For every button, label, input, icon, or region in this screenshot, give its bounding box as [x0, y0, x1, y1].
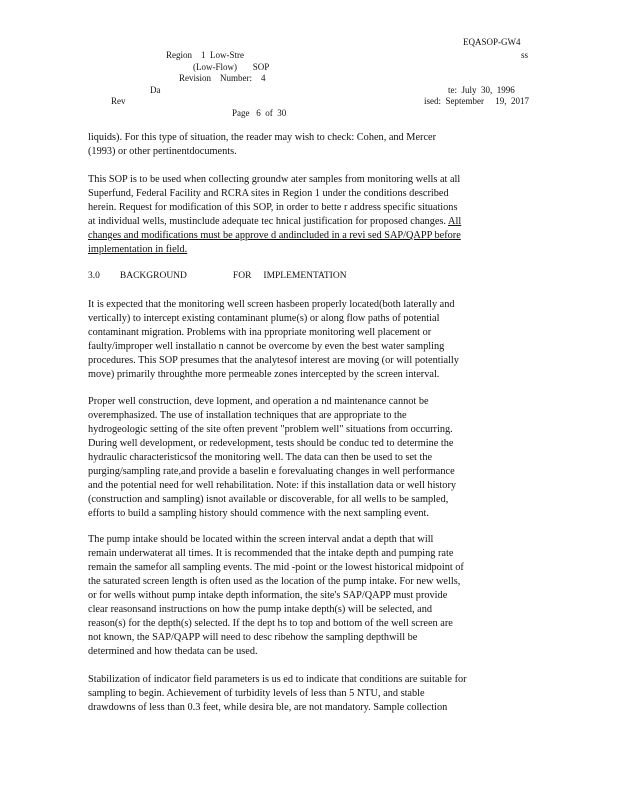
header-lowflow: (Low-Flow) SOP [193, 62, 270, 72]
header-date-right: te: July 30, 1996 [448, 85, 515, 95]
text-line: reason(s) for the depth(s) selected. If the dept hs to top and bottom of the well screen are [88, 618, 453, 629]
text-line: Superfund, Federal Facility and RCRA sites in Region 1 under the conditions described [88, 188, 449, 199]
text-line: contaminant migration. Problems with ina ppropriate monitoring well placement or [88, 327, 432, 338]
text-line: or for wells without pump intake depth information, the site's SAP/QAPP must provide [88, 590, 448, 601]
header-rev-right: ised: September 19, 2017 [424, 96, 529, 106]
text-line: the saturated screen length is often used as the location of the pump intake. For new wells, [88, 576, 461, 587]
text-line: hydraulic characteristicsof the monitoring well. The data can then be used to set the [88, 452, 433, 463]
underlined-text: All [448, 216, 462, 227]
text-line: herein. Request for modification of this SOP, in order to bette r address specific situations [88, 202, 458, 213]
paragraph-well-construction [88, 395, 528, 521]
header-date-left: Da [150, 85, 161, 95]
text-line: drawdowns of less than 0.3 feet, while desira ble, are not mandatory. Sample collection [88, 702, 448, 713]
text-line: overemphasized. The use of installation techniques that are appropriate to the [88, 410, 407, 421]
section-heading: 3.0 BACKGROUND FOR IMPLEMENTATION [88, 271, 347, 281]
text-line: procedures. This SOP presumes that the analytesof interest are moving (or will potentially [88, 355, 459, 366]
text-line: hydrogeologic setting of the site often prevent "problem well" situations from occurring. [88, 424, 453, 435]
page-number: Page 6 of 30 [232, 108, 287, 118]
paragraph-pump-intake [88, 533, 528, 659]
text-line: Proper well construction, deve lopment, and operation a nd maintenance cannot be [88, 396, 429, 407]
text-line: The pump intake should be located within the screen interval andat a depth that will [88, 534, 434, 545]
text-line: liquids). For this type of situation, the reader may wish to check: Cohen, and Mercer [88, 132, 437, 143]
header-region-tail: ss [521, 50, 529, 60]
section-number: 3.0 [88, 271, 100, 281]
text-line: This SOP is to be used when collecting groundw ater samples from monitoring wells at all [88, 174, 461, 185]
header-rev-left: Rev [111, 96, 126, 106]
text-line: determined and how thedata can be used. [88, 646, 258, 657]
paragraph-expected [88, 298, 528, 382]
paragraph-stabilization [88, 673, 528, 715]
header-revision: Revision Number: 4 [179, 73, 266, 83]
header-region: Region 1 Low-Stre [166, 50, 244, 60]
underlined-text: changes and modifications must be approve d andincluded in a revi sed SAP/QAPP before [88, 230, 461, 241]
document-id: EQASOP-GW4 [463, 37, 521, 47]
paragraph-scope [88, 173, 528, 257]
text-line: efforts to build a sampling history should commence with the next sampling event. [88, 508, 429, 519]
text-line: During well development, or redevelopment, tests should be conduc ted to determine the [88, 438, 454, 449]
text-line: remain the samefor all sampling events. The mid -point or the lowest historical midpoint of [88, 562, 464, 573]
text-line: It is expected that the monitoring well screen hasbeen properly located(both laterally and [88, 299, 455, 310]
text-line: remain underwaterat all times. It is recommended that the intake depth and pumping rate [88, 548, 454, 559]
text-line: (construction and sampling) isnot available or discoverable, for all wells to be sampled, [88, 494, 449, 505]
text-line: move) primarily throughthe more permeable zones intercepted by the screen interval. [88, 369, 440, 380]
underlined-text: implementation in field. [88, 244, 188, 255]
text-line: (1993) or other pertinentdocuments. [88, 146, 237, 157]
paragraph-continuation [88, 131, 528, 159]
text-line: clear reasonsand instructions on how the pump intake depth(s) will be selected, and [88, 604, 432, 615]
text-line: at individual wells, mustinclude adequate tec hnical justification for proposed changes. All [88, 216, 462, 227]
text-line: Stabilization of indicator field parameters is us ed to indicate that conditions are suitable for [88, 674, 467, 685]
text-line: and the potential need for well rehabilitation. Note: if this installation data or well history [88, 480, 457, 491]
text-line: faulty/improper well installatio n cannot be overcome by even the best water sampling [88, 341, 445, 352]
text-line: vertically) to intercept existing contaminant plume(s) or along flow paths of potential [88, 313, 440, 324]
text-line: not known, the SAP/QAPP will need to desc ribehow the sampling depthwill be [88, 632, 418, 643]
text-line: purging/sampling rate,and provide a baselin e forevaluating changes in well performance [88, 466, 455, 477]
text-line: sampling to begin. Achievement of turbidity levels of less than 5 NTU, and stable [88, 688, 425, 699]
